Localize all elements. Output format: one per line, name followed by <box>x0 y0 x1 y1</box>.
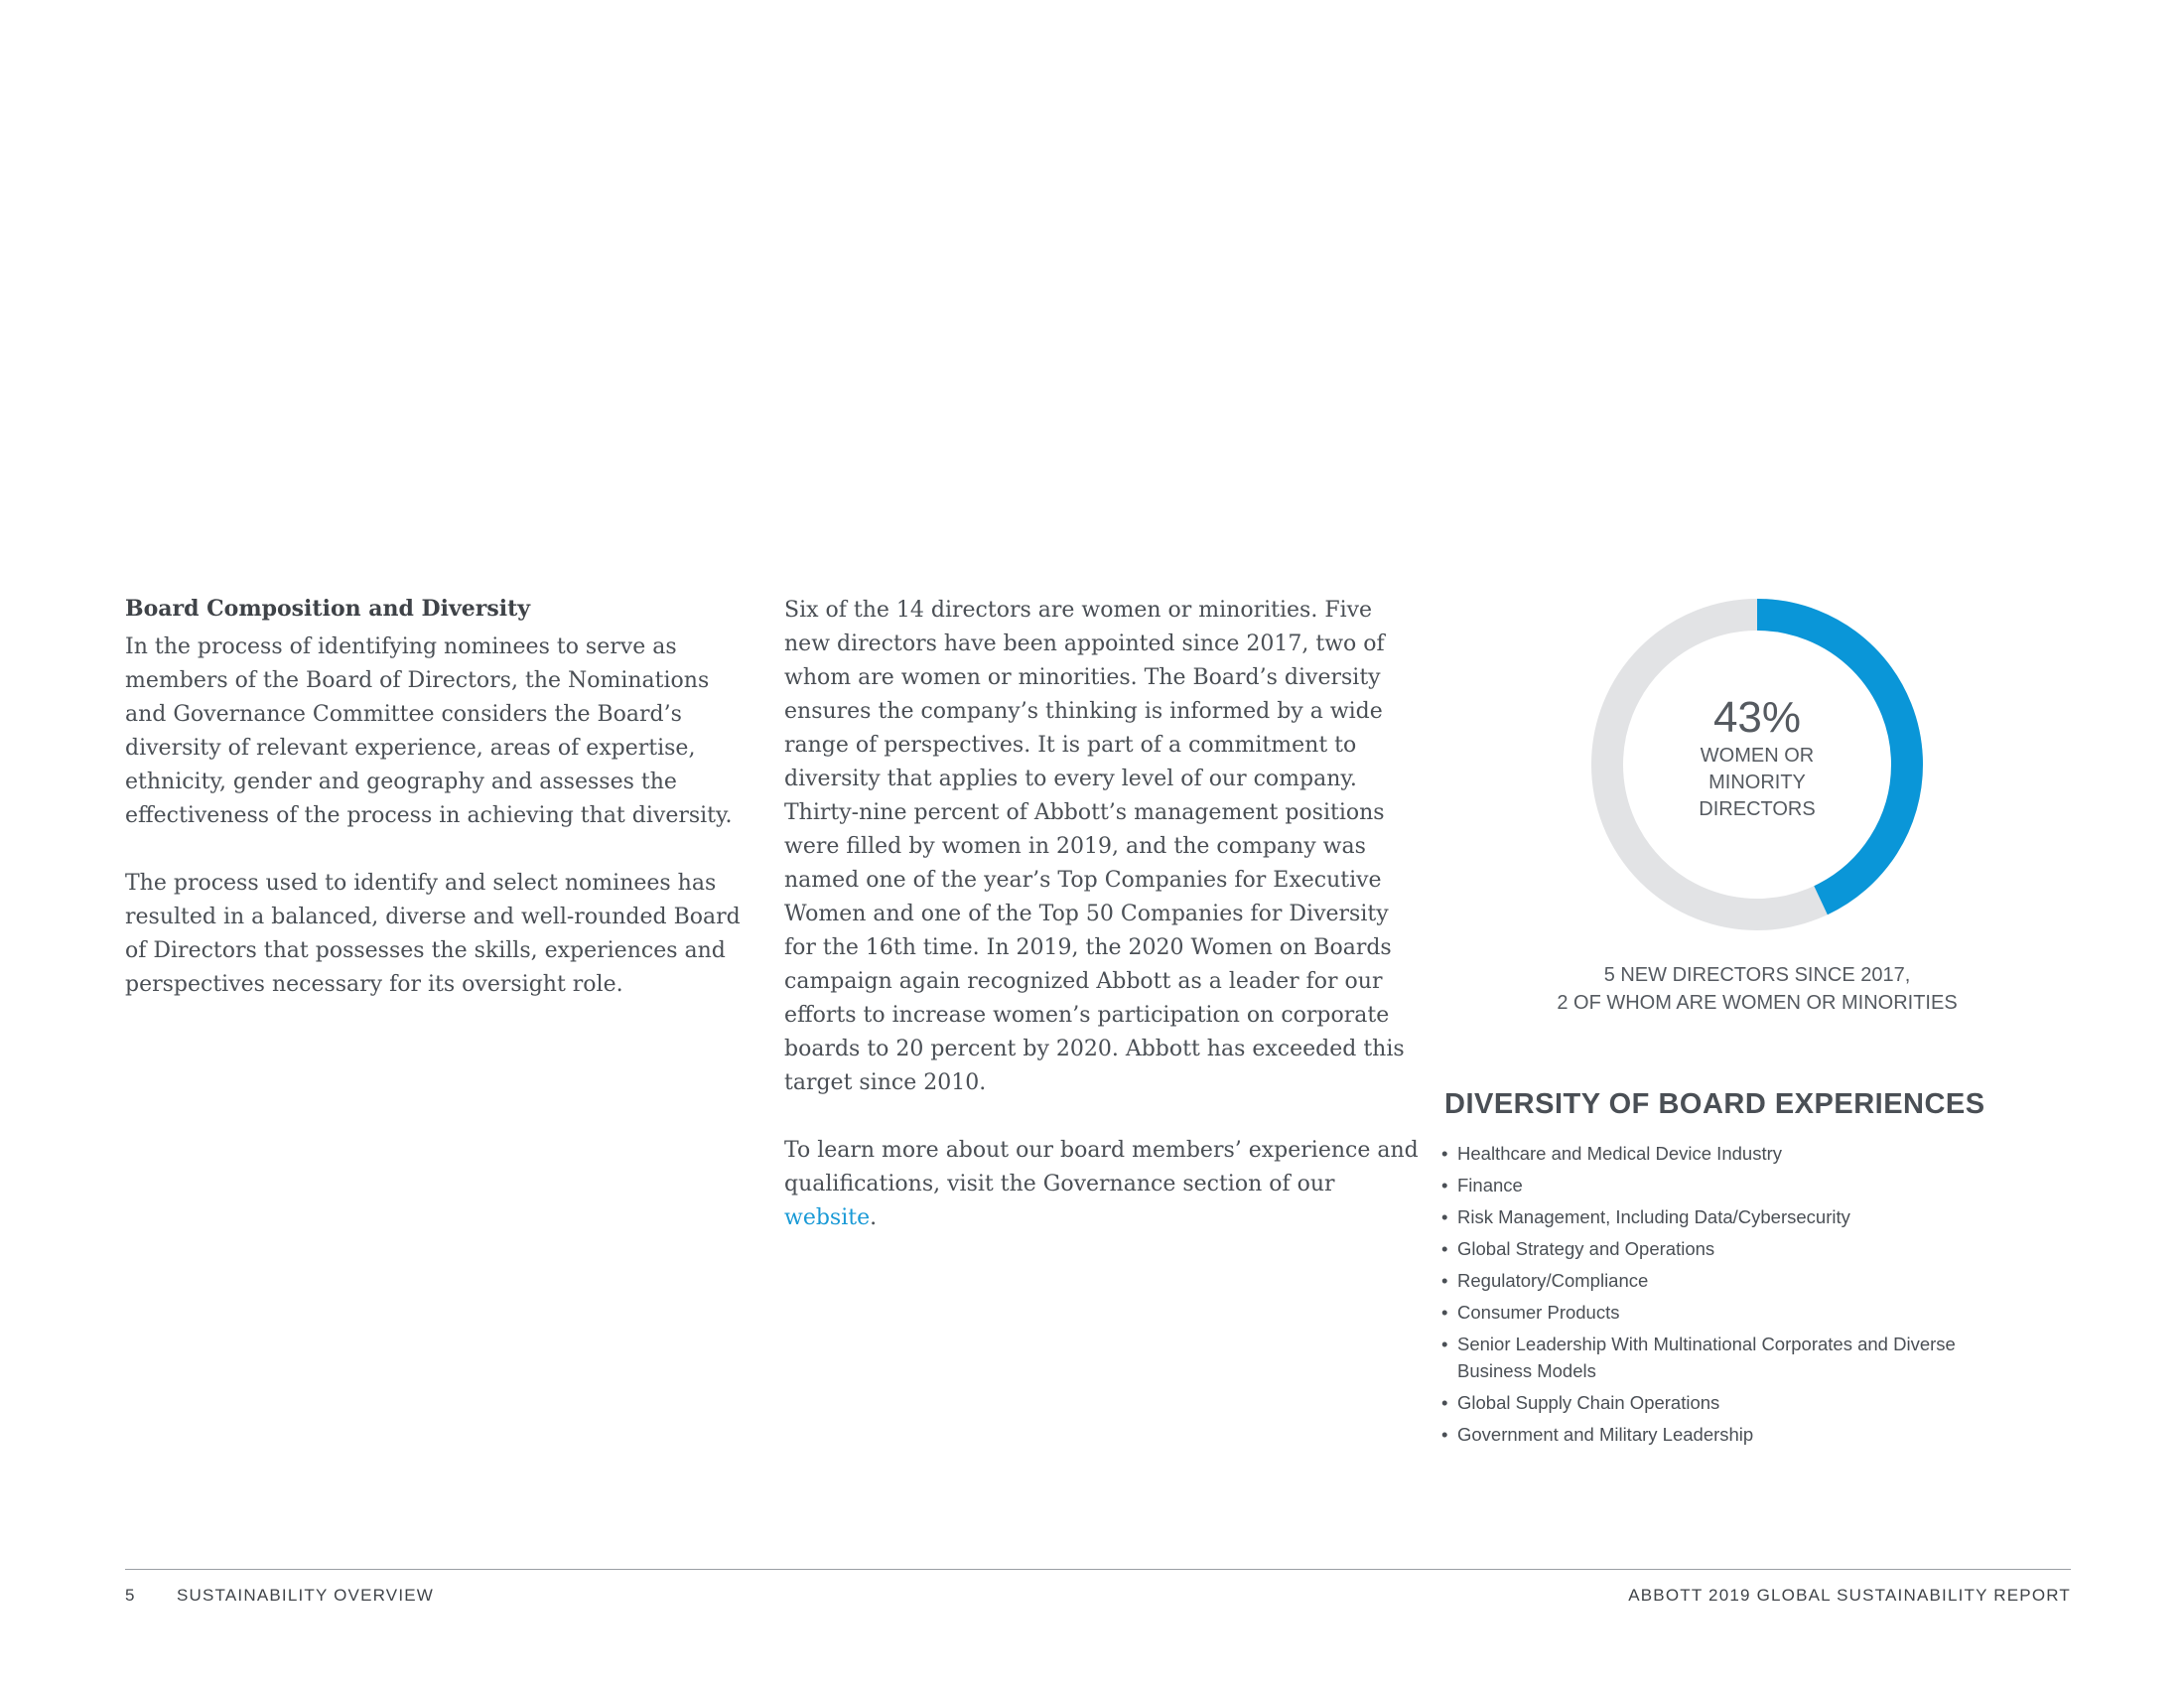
list-item <box>1441 1203 1958 1230</box>
diversity-list <box>1441 1140 1958 1453</box>
list-item <box>1441 1235 1958 1262</box>
bullet-icon: • <box>1441 1175 1448 1196</box>
bullet-icon: • <box>1441 1238 1448 1259</box>
donut-caption-line: 5 NEW DIRECTORS SINCE 2017, <box>1603 964 1911 986</box>
bullet-icon: • <box>1441 1302 1448 1323</box>
list-item-label: Finance <box>1457 1175 1523 1196</box>
body-paragraph: Six of the 14 directors are women or minorities. Five new directors have been appointed since 2017, two of whom are women or minorities. The Board’s diversity ensures the company’s thinking is informed by a wide range of perspectives. It is part of a commitment to diversity that applies to every level of our company. Thirty-nine percent of Abbott’s management positions were filled by women in 2019, and the company was named one of the year’s Top Companies for Executive Women and one of the Top 50 Companies for Diversity for the 16th time. In 2019, the 2020 Women on Boards campaign again recognized Abbott as a leader for our efforts to increase women’s participation on corporate boards to 20 percent by 2020. Abbott has exceeded this target since 2010. <box>784 598 1405 1095</box>
left-column <box>125 594 741 1036</box>
footer-divider <box>125 1569 2071 1570</box>
list-item <box>1441 1421 1958 1448</box>
list-item-label: Healthcare and Medical Device Industry <box>1457 1143 1782 1164</box>
page-number: 5 <box>125 1586 136 1605</box>
footer-section-title: SUSTAINABILITY OVERVIEW <box>177 1586 435 1605</box>
donut-percent: 43% <box>1712 693 1802 742</box>
middle-column <box>784 594 1420 1269</box>
list-item-label: Senior Leadership With Multinational Corporates and Diverse Business Models <box>1457 1334 1956 1381</box>
body-paragraph: The process used to identify and select nominees has resulted in a balanced, diverse and well-rounded Board of Directors that possesses the skills, experiences and perspectives necessary for its oversight role. <box>125 871 741 997</box>
bullet-icon: • <box>1441 1424 1448 1445</box>
list-item <box>1441 1140 1958 1167</box>
list-item-label: Government and Military Leadership <box>1457 1424 1754 1445</box>
list-item <box>1441 1299 1958 1326</box>
bullet-icon: • <box>1441 1270 1448 1291</box>
donut-caption <box>1489 961 2025 1017</box>
list-item <box>1441 1331 1958 1384</box>
bullet-icon: • <box>1441 1206 1448 1227</box>
directors-donut-chart <box>1588 596 1926 933</box>
footer-report-title: ABBOTT 2019 GLOBAL SUSTAINABILITY REPORT <box>1628 1586 2071 1605</box>
donut-label-line: WOMEN OR <box>1700 745 1815 767</box>
donut-center-label <box>1588 693 1926 823</box>
bullet-icon: • <box>1441 1143 1448 1164</box>
list-item <box>1441 1389 1958 1416</box>
list-item-label: Global Supply Chain Operations <box>1457 1392 1720 1413</box>
list-item <box>1441 1267 1958 1294</box>
body-paragraph: In the process of identifying nominees to serve as members of the Board of Directors, the Nominations and Governance Committee considers the Board’s diversity of relevant experience, areas of expertise, ethnicity, gender and geography and assesses the effectiveness of the process in achieving that diversity. <box>125 634 733 828</box>
list-item-label: Global Strategy and Operations <box>1457 1238 1715 1259</box>
section-heading: Board Composition and Diversity <box>125 596 531 622</box>
website-link[interactable]: website <box>784 1205 871 1230</box>
list-item-label: Consumer Products <box>1457 1302 1620 1323</box>
list-item-label: Regulatory/Compliance <box>1457 1270 1649 1291</box>
donut-caption-line: 2 OF WHOM ARE WOMEN OR MINORITIES <box>1557 992 1958 1014</box>
donut-label-line: DIRECTORS <box>1699 798 1816 820</box>
bullet-icon: • <box>1441 1392 1448 1413</box>
learn-more-text: To learn more about our board members’ experience and qualifications, visit the Governance section of our <box>784 1138 1419 1196</box>
list-item <box>1441 1172 1958 1198</box>
learn-more-period: . <box>870 1205 878 1230</box>
list-item-label: Risk Management, Including Data/Cybersecurity <box>1457 1206 1850 1227</box>
donut-label-line: MINORITY <box>1708 772 1806 793</box>
learn-more-paragraph <box>784 1134 1420 1235</box>
bullet-icon: • <box>1441 1334 1448 1354</box>
diversity-title: DIVERSITY OF BOARD EXPERIENCES <box>1444 1088 1985 1120</box>
